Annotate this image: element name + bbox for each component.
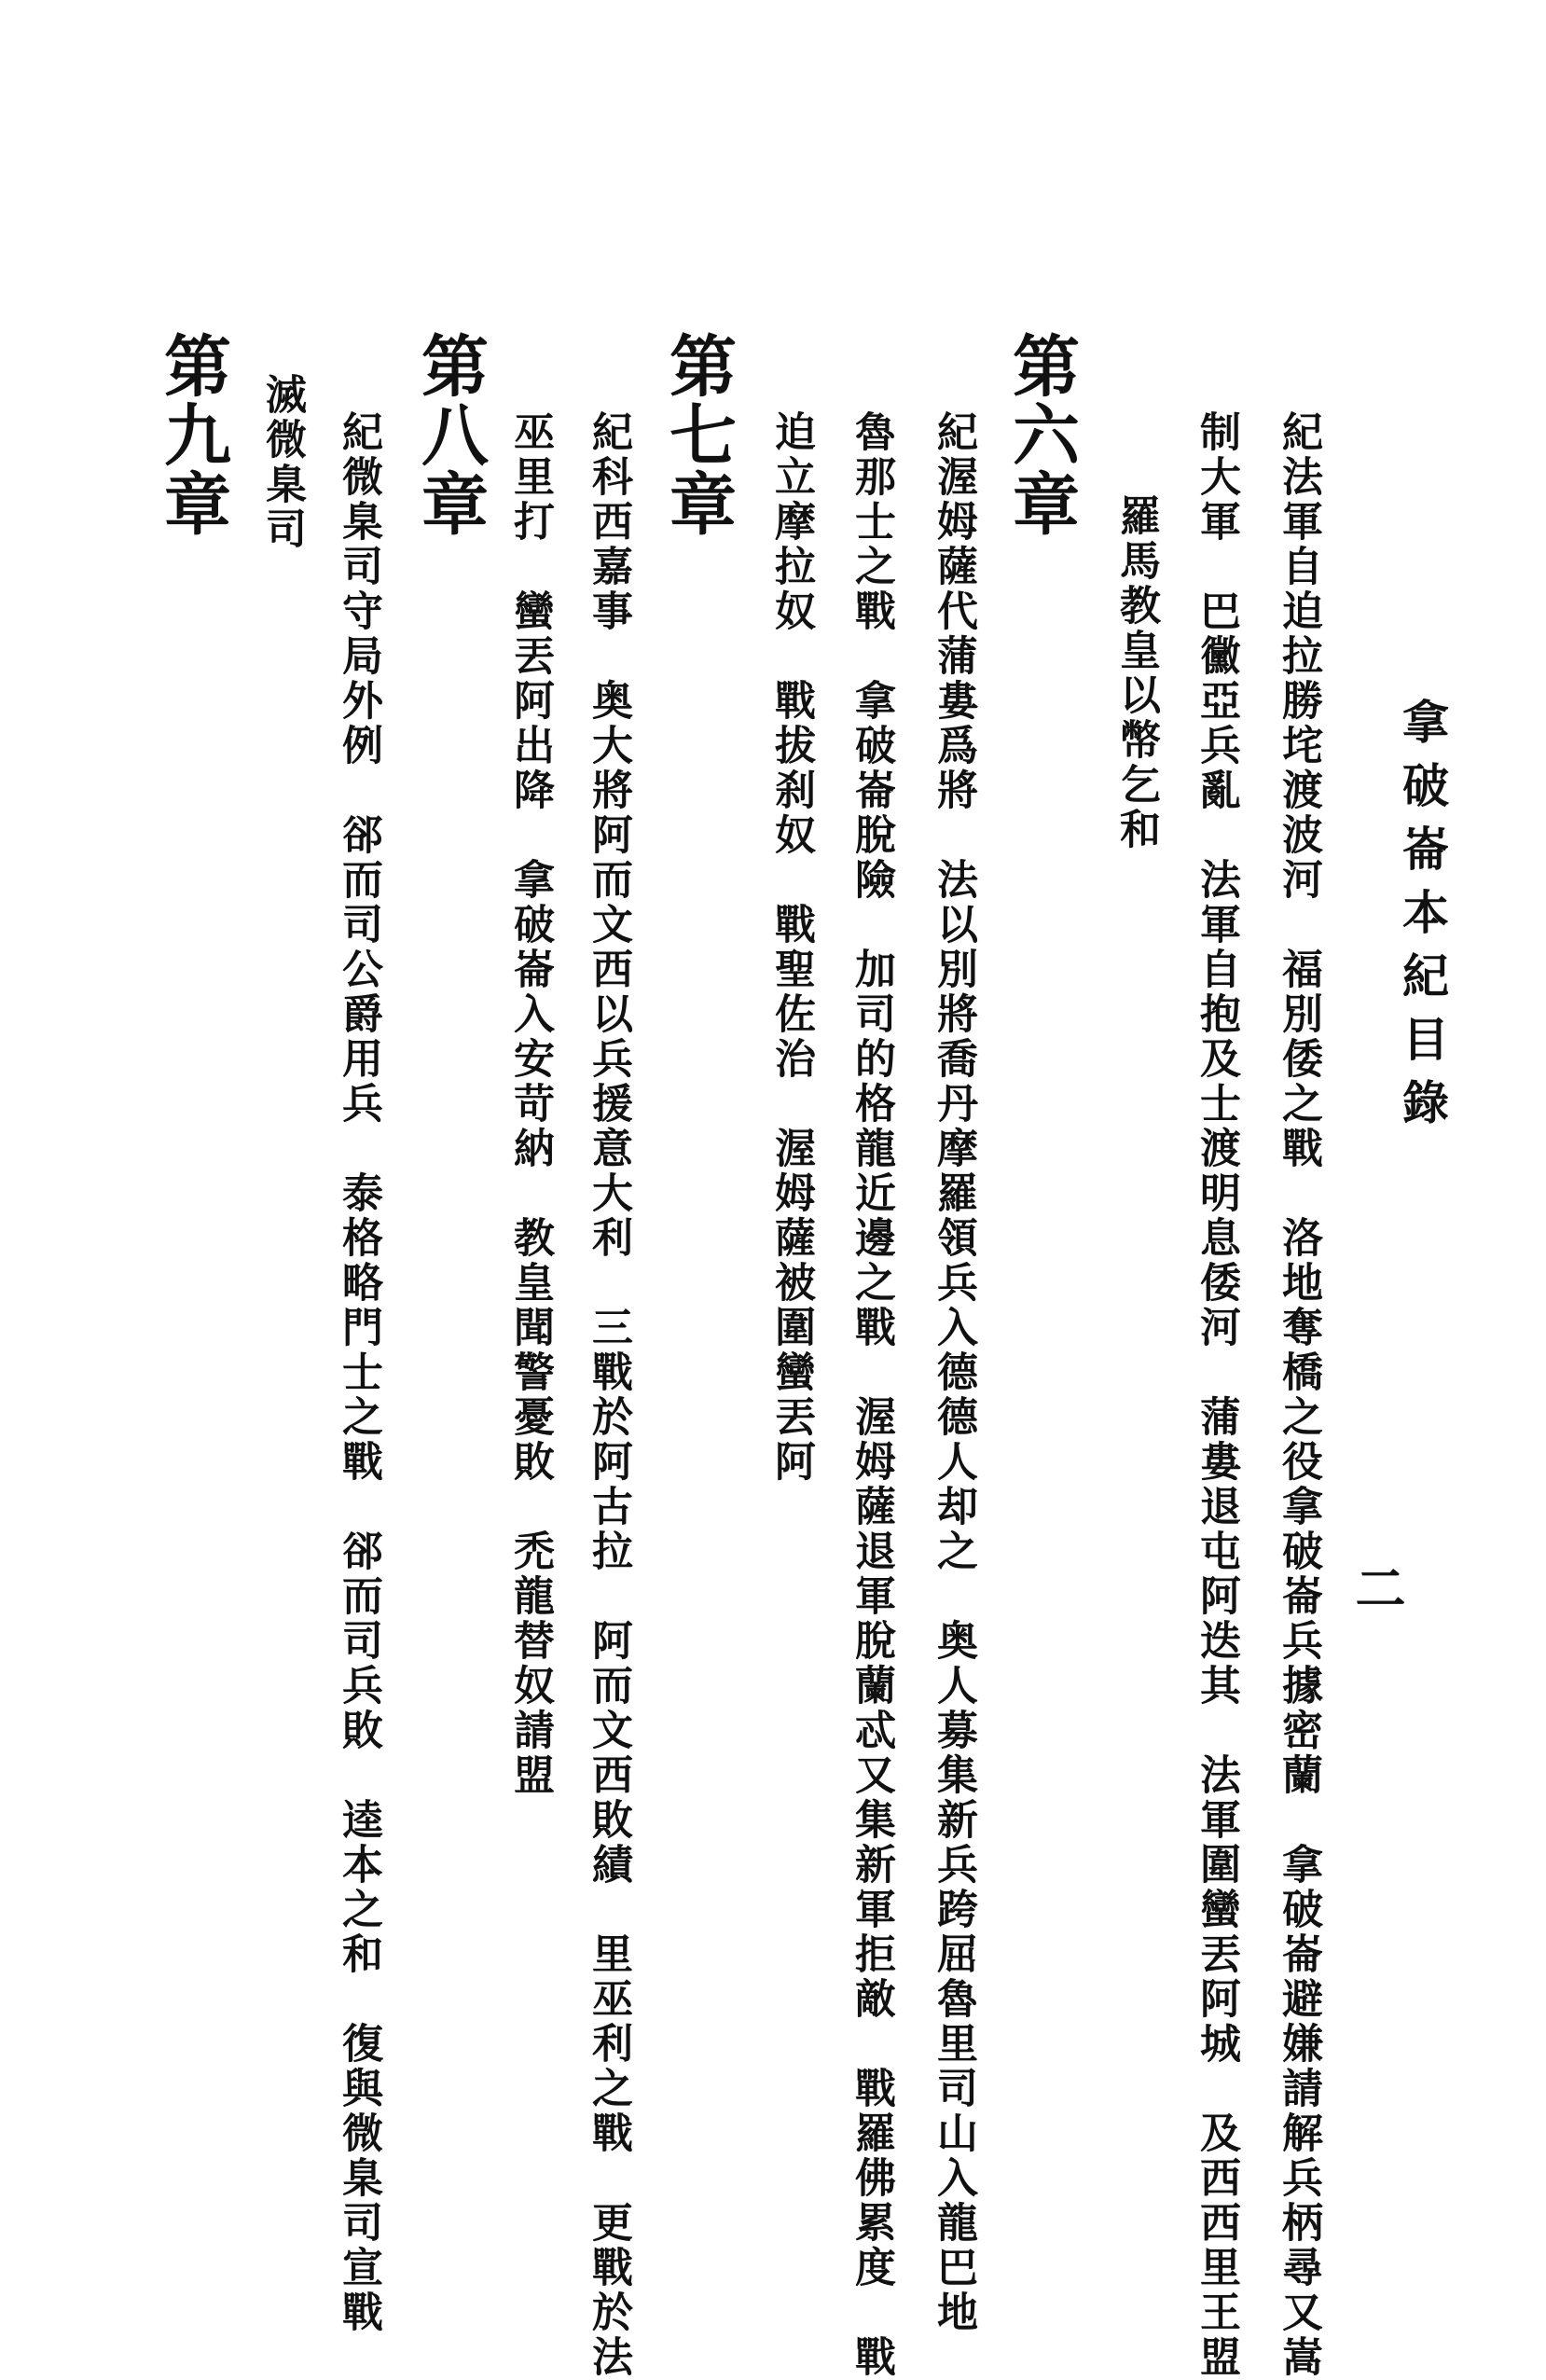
toc-entry: 紀科西嘉事 奥大將阿而文西以兵援意大利 三戰於阿古拉 阿而文西敗績 里巫利之戰 更戰於法: [585, 410, 632, 2380]
chapter-heading-8: 第八章: [410, 331, 490, 538]
toc-entry: 巫里打 蠻丟阿出降 拿破崙入安苛納 教皇聞警憂敗 禿龍替奴請盟: [506, 410, 554, 1798]
toc-entry: 制大軍 巴黴亞兵亂 法軍自抱及士渡明息倭河 蒲婁退屯阿迭其 法軍圍蠻丟阿城 及西西里王盟: [1193, 410, 1240, 2380]
chapter-heading-9: 第九章: [153, 331, 232, 538]
running-header: [1352, 410, 1492, 1142]
toc-entry: 羅馬教皇以幣乞和: [1112, 494, 1160, 852]
toc-entry: 紀法軍自迫拉勝垞渡波河 福別倭之戰 洛地奪橋之役拿破崙兵據密蘭 拿破崙避嫌請解兵柄尋又嵩: [1275, 410, 1322, 2380]
chapter-heading-6: 第六章: [1001, 331, 1081, 538]
toc-entry: 迫立摩拉奴 戰拔刹奴 戰聖佐治 渥姆薩被圍蠻丟阿: [767, 410, 815, 1485]
chapter-heading-7: 第七章: [658, 331, 738, 538]
page-number: 二: [1347, 1562, 1407, 1612]
book-title: 拿破崙本紀: [1395, 698, 1450, 1015]
section-title: 目錄: [1395, 1015, 1450, 1142]
toc-entry: 紀微臬司守局外例 郤而司公爵用兵 泰格略門士之戰 郤而司兵敗 逵本之和 復與微臬司宣戰: [335, 410, 382, 2335]
toc-entry: 魯那士之戰 拿破崙脫險 加司的格龍近邊之戰 渥姆薩退軍脫蘭忒又集新軍拒敵 戰羅佛累度 戰: [848, 410, 895, 2380]
toc-entry: 紀渥姆薩代蒲婁爲將 法以別將喬丹摩羅領兵入德德人却之 奥人募集新兵跨屈魯里司山入龍巴地: [930, 410, 977, 2335]
toc-entry: 滅微臬司: [258, 373, 306, 552]
